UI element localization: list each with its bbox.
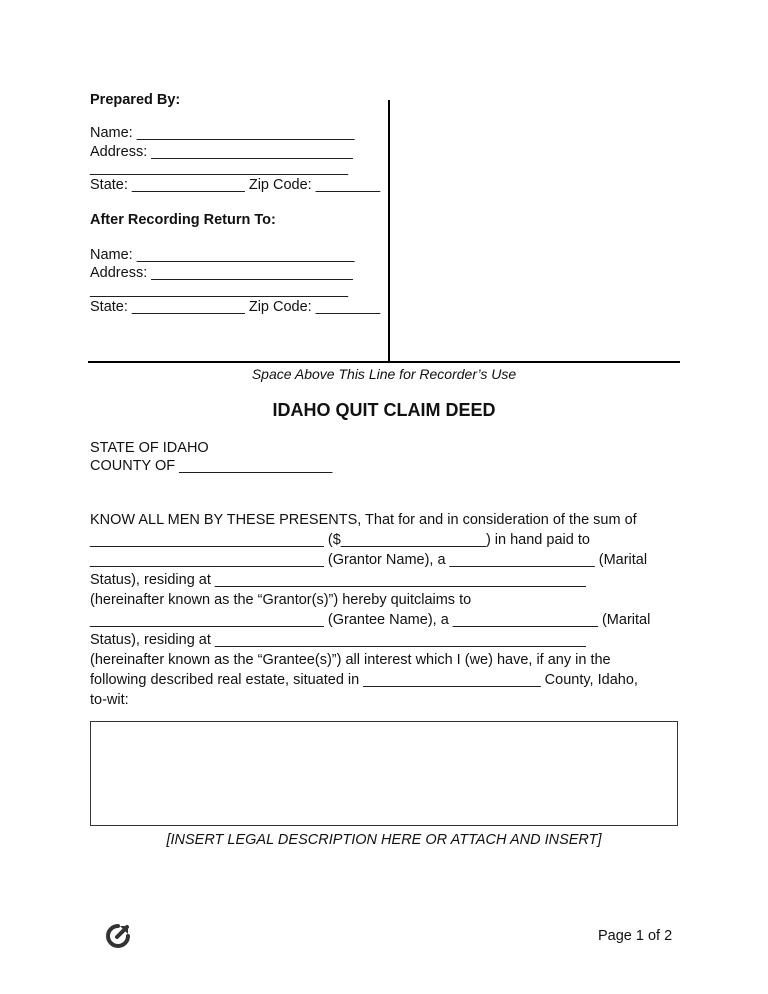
prepared-by-blank: ________________________________ xyxy=(90,160,349,176)
return-to-state-zip: State: ______________ Zip Code: ________ xyxy=(90,299,381,315)
body-line: _____________________________ (Grantee Name), a __________________ (Marital xyxy=(90,612,651,628)
prepared-by-state-zip: State: ______________ Zip Code: ________ xyxy=(90,177,381,193)
body-line: Status), residing at ______________________________________________ xyxy=(90,632,586,648)
insert-legal-description-note: [INSERT LEGAL DESCRIPTION HERE OR ATTACH AND INSERT] xyxy=(166,832,602,848)
body-line: (hereinafter known as the “Grantor(s)”) hereby quitclaims to xyxy=(90,592,472,608)
body-line: following described real estate, situated in ______________________ County, Idaho, xyxy=(90,672,638,688)
document-title: IDAHO QUIT CLAIM DEED xyxy=(272,400,496,420)
body-line: _____________________________ (Grantor Name), a __________________ (Marital xyxy=(90,552,648,568)
recorder-horizontal-divider xyxy=(88,361,680,363)
state-line: STATE OF IDAHO xyxy=(90,440,209,456)
page-number: Page 1 of 2 xyxy=(598,928,673,944)
body-line: (hereinafter known as the “Grantee(s)”) all interest which I (we) have, if any in the xyxy=(90,652,611,668)
recorder-note: Space Above This Line for Recorder’s Use xyxy=(251,366,517,382)
return-to-blank: ________________________________ xyxy=(90,282,349,298)
prepared-by-address: Address: _________________________ xyxy=(90,144,353,160)
return-to-address: Address: _________________________ xyxy=(90,265,353,281)
recorder-vertical-divider xyxy=(388,100,390,362)
prepared-by-name: Name: ___________________________ xyxy=(90,125,355,141)
body-line: _____________________________ ($__________________) in hand paid to xyxy=(90,532,590,548)
prepared-by-heading: Prepared By: xyxy=(90,92,181,108)
arrow-circle-logo-icon xyxy=(104,922,132,950)
return-to-heading: After Recording Return To: xyxy=(90,212,276,228)
legal-description-box[interactable] xyxy=(90,721,678,826)
deed-body xyxy=(90,510,680,710)
county-line: COUNTY OF ___________________ xyxy=(90,458,333,474)
body-line: to-wit: xyxy=(90,692,129,708)
return-to-name: Name: ___________________________ xyxy=(90,247,355,263)
body-line: KNOW ALL MEN BY THESE PRESENTS, That for and in consideration of the sum of xyxy=(90,512,637,528)
body-line: Status), residing at ______________________________________________ xyxy=(90,572,586,588)
